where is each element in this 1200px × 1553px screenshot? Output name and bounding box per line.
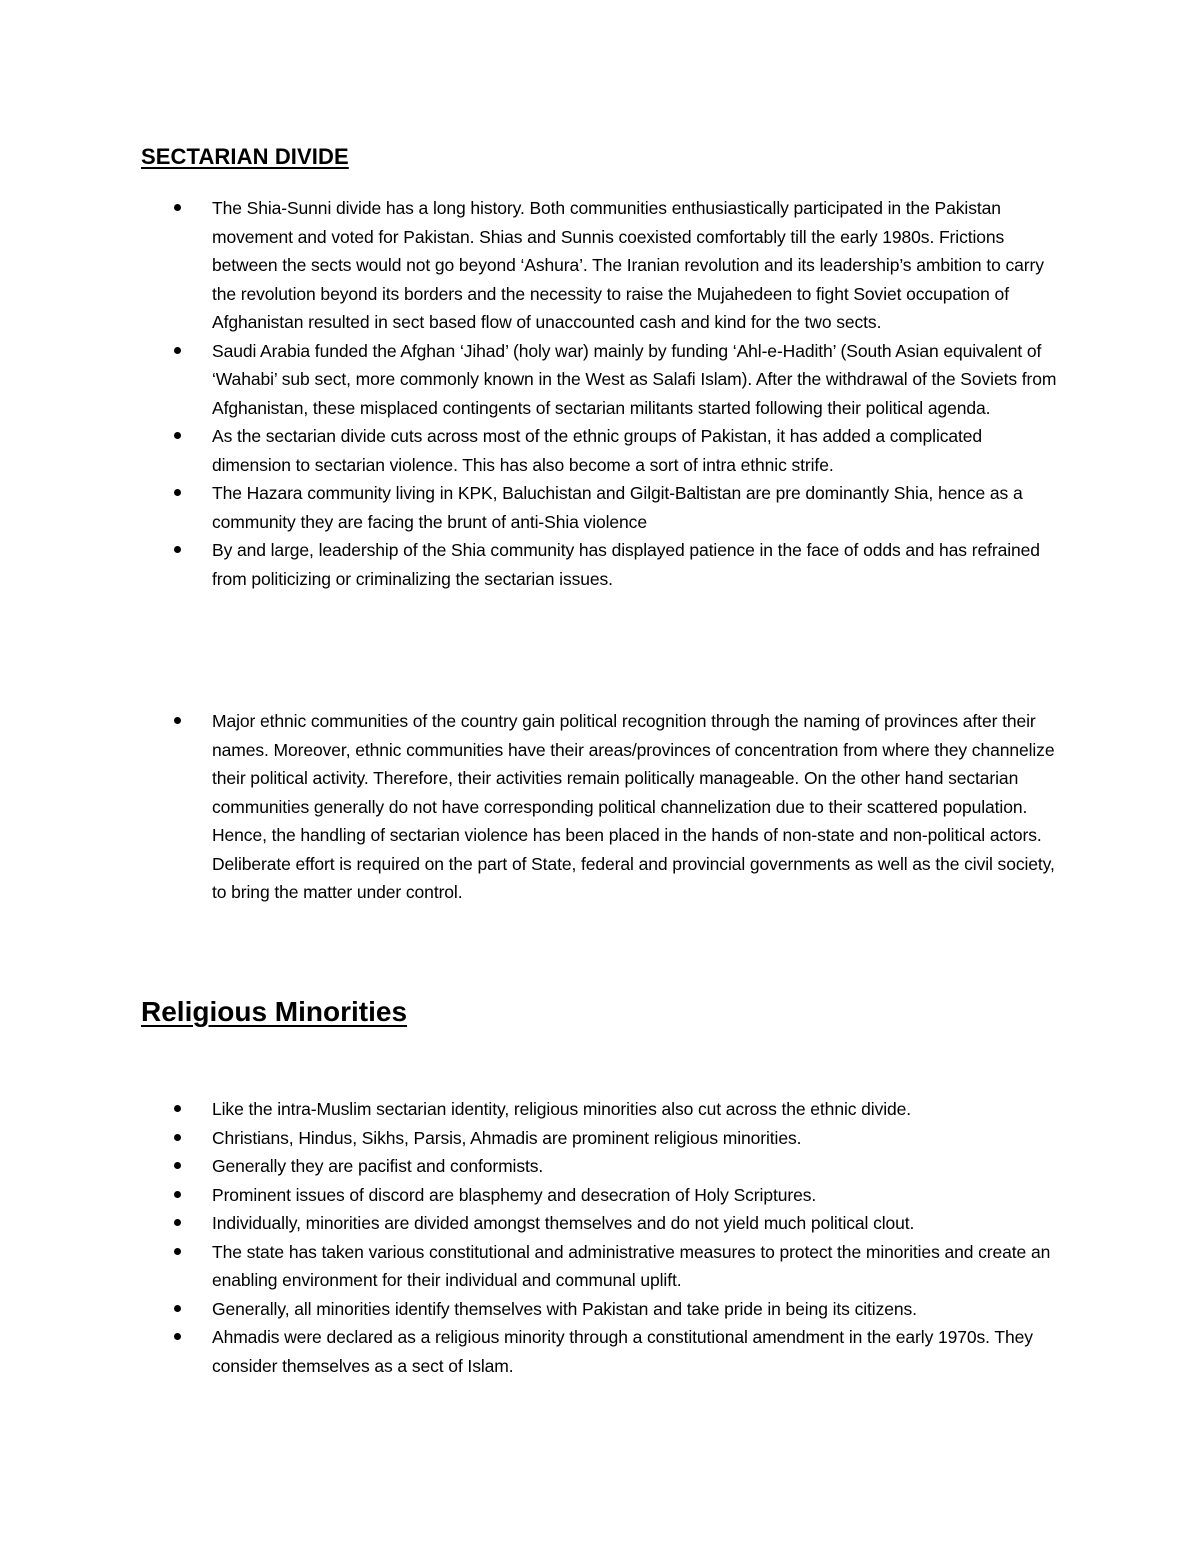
list-item: Prominent issues of discord are blasphemy and desecration of Holy Scriptures. — [0, 1181, 1057, 1210]
sectarian-extra-bullet-list — [0, 707, 1200, 907]
list-item: Like the intra-Muslim sectarian identity, religious minorities also cut across the ethnic divide. — [0, 1095, 1057, 1124]
list-item: Christians, Hindus, Sikhs, Parsis, Ahmadis are prominent religious minorities. — [0, 1124, 1057, 1153]
list-item: Ahmadis were declared as a religious minority through a constitutional amendment in the early 1970s. They consider themselves as a sect of Islam. — [0, 1323, 1057, 1380]
list-item: Saudi Arabia funded the Afghan ‘Jihad’ (holy war) mainly by funding ‘Ahl-e-Hadith’ (South Asian equivalent of ‘Wahabi’ sub sect, more commonly known in the West as Salafi Islam). After the withdrawal of the Soviets from Afghanistan, these misplaced contingents of sectarian militants started following their political agenda. — [0, 337, 1057, 423]
section-heading-sectarian-divide: SECTARIAN DIVIDE — [141, 144, 349, 169]
list-item: The Hazara community living in KPK, Baluchistan and Gilgit-Baltistan are pre dominantly Shia, hence as a community they are facing the brunt of anti-Shia violence — [0, 479, 1057, 536]
list-item: The Shia-Sunni divide has a long history. Both communities enthusiastically participated in the Pakistan movement and voted for Pakistan. Shias and Sunnis coexisted comfortably till the early 1980s. Frictions between the sects would not go beyond ‘Ashura’. The Iranian revolution and its leadership’s ambition to carry the revolution beyond its borders and the necessity to raise the Mujahedeen to fight Soviet occupation of Afghanistan resulted in sect based flow of unaccounted cash and kind for the two sects. — [0, 194, 1057, 337]
list-item: Major ethnic communities of the country gain political recognition through the naming of provinces after their names. Moreover, ethnic communities have their areas/provinces of concentration from where they channelize their political activity. Therefore, their activities remain politically manageable. On the other hand sectarian communities generally do not have corresponding political channelization due to their scattered population. Hence, the handling of sectarian violence has been placed in the hands of non-state and non-political actors. Deliberate effort is required on the part of State, federal and provincial governments as well as the civil society, to bring the matter under control. — [0, 707, 1057, 907]
sectarian-bullet-list — [0, 194, 1200, 593]
section-heading-religious-minorities: Religious Minorities — [141, 996, 408, 1027]
list-item: As the sectarian divide cuts across most of the ethnic groups of Pakistan, it has added a complicated dimension to sectarian violence. This has also become a sort of intra ethnic strife. — [0, 422, 1057, 479]
list-item: The state has taken various constitutional and administrative measures to protect the minorities and create an enabling environment for their individual and communal uplift. — [0, 1238, 1057, 1295]
minorities-bullet-list — [0, 1095, 1200, 1380]
list-item: Generally they are pacifist and conformists. — [0, 1152, 1057, 1181]
list-item: By and large, leadership of the Shia community has displayed patience in the face of odds and has refrained from politicizing or criminalizing the sectarian issues. — [0, 536, 1057, 593]
list-item: Individually, minorities are divided amongst themselves and do not yield much political clout. — [0, 1209, 1057, 1238]
list-item: Generally, all minorities identify themselves with Pakistan and take pride in being its citizens. — [0, 1295, 1057, 1324]
